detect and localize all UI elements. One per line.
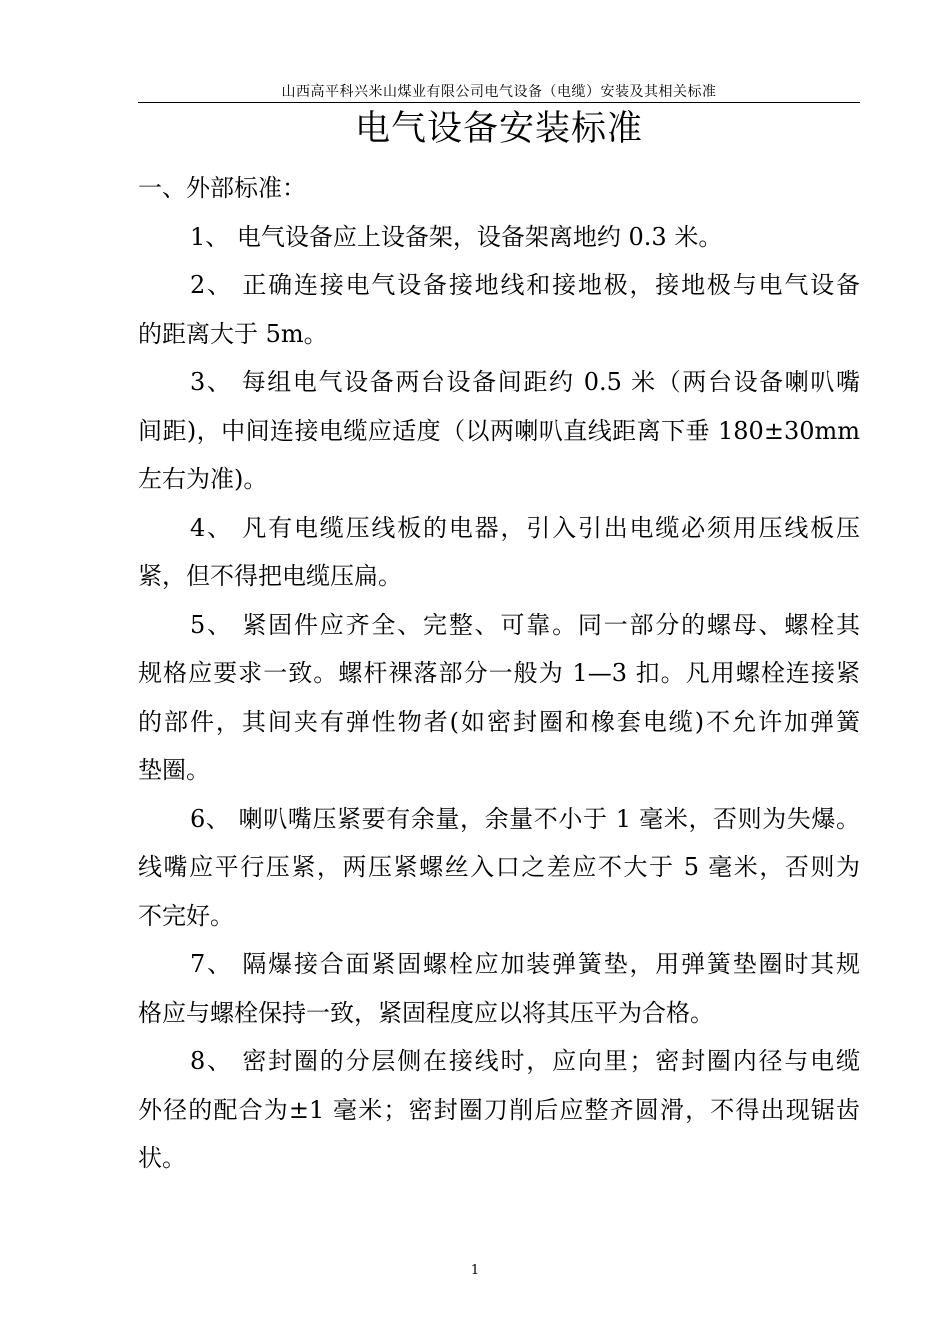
list-item [138, 940, 860, 1037]
running-header: 山西高平科兴米山煤业有限公司电气设备（电缆）安装及其相关标准 [281, 84, 717, 100]
paragraph-line: 的部件，其间夹有弹性物者(如密封圈和橡套电缆)不允许加弹簧 [138, 707, 860, 736]
paragraph-line: 1、 电气设备应上设备架，设备架离地约 0.3 米。 [190, 222, 723, 251]
document-title: 电气设备安装标准 [354, 109, 643, 149]
list-item [138, 795, 860, 941]
list-item [138, 1037, 860, 1183]
paragraph-line: 格应与螺栓保持一致，紧固程度应以将其压平为合格。 [138, 998, 714, 1027]
paragraph-line: 间距)，中间连接电缆应适度（以两喇叭直线距离下垂 180±30mm [138, 416, 860, 445]
header-rule [138, 102, 860, 103]
paragraph-line: 不完好。 [138, 901, 234, 930]
list-item [138, 504, 860, 601]
paragraph-line: 垫圈。 [138, 756, 210, 784]
paragraph-line: 紧，但不得把电缆压扁。 [138, 562, 402, 590]
paragraph-line: 3、 每组电气设备两台设备间距约 0.5 米（两台设备喇叭嘴 [190, 368, 860, 396]
document-body [138, 164, 860, 1183]
list-item [138, 261, 860, 358]
paragraph-line: 左右为准)。 [138, 465, 268, 493]
paragraph-line: 线嘴应平行压紧，两压紧螺丝入口之差应不大于 5 毫米，否则为 [138, 853, 860, 881]
list-item [138, 601, 860, 795]
paragraph-line: 5、 紧固件应齐全、完整、可靠。同一部分的螺母、螺栓其 [190, 610, 860, 639]
paragraph-line: 的距离大于 5m。 [138, 319, 328, 348]
list-item [138, 213, 860, 262]
paragraph-line: 状。 [138, 1144, 186, 1172]
page-number: 1 [470, 1263, 480, 1278]
paragraph-line: 外径的配合为±1 毫米；密封圈刀削后应整齐圆滑，不得出现锯齿 [138, 1095, 860, 1124]
paragraph-line: 4、 凡有电缆压线板的电器，引入引出电缆必须用压线板压 [190, 513, 860, 542]
paragraph-line: 8、 密封圈的分层侧在接线时，应向里；密封圈内径与电缆 [190, 1047, 860, 1075]
paragraph-line: 7、 隔爆接合面紧固螺栓应加装弹簧垫，用弹簧垫圈时其规 [190, 950, 860, 978]
list-item [138, 358, 860, 504]
paragraph-line: 规格应要求一致。螺杆裸落部分一般为 1—3 扣。凡用螺栓连接紧 [138, 659, 860, 687]
paragraph-line: 2、 正确连接电气设备接地线和接地极，接地极与电气设备 [190, 271, 860, 299]
section-heading: 一、外部标准： [138, 174, 306, 202]
paragraph-line: 6、 喇叭嘴压紧要有余量，余量不小于 1 毫米，否则为失爆。 [190, 804, 860, 833]
